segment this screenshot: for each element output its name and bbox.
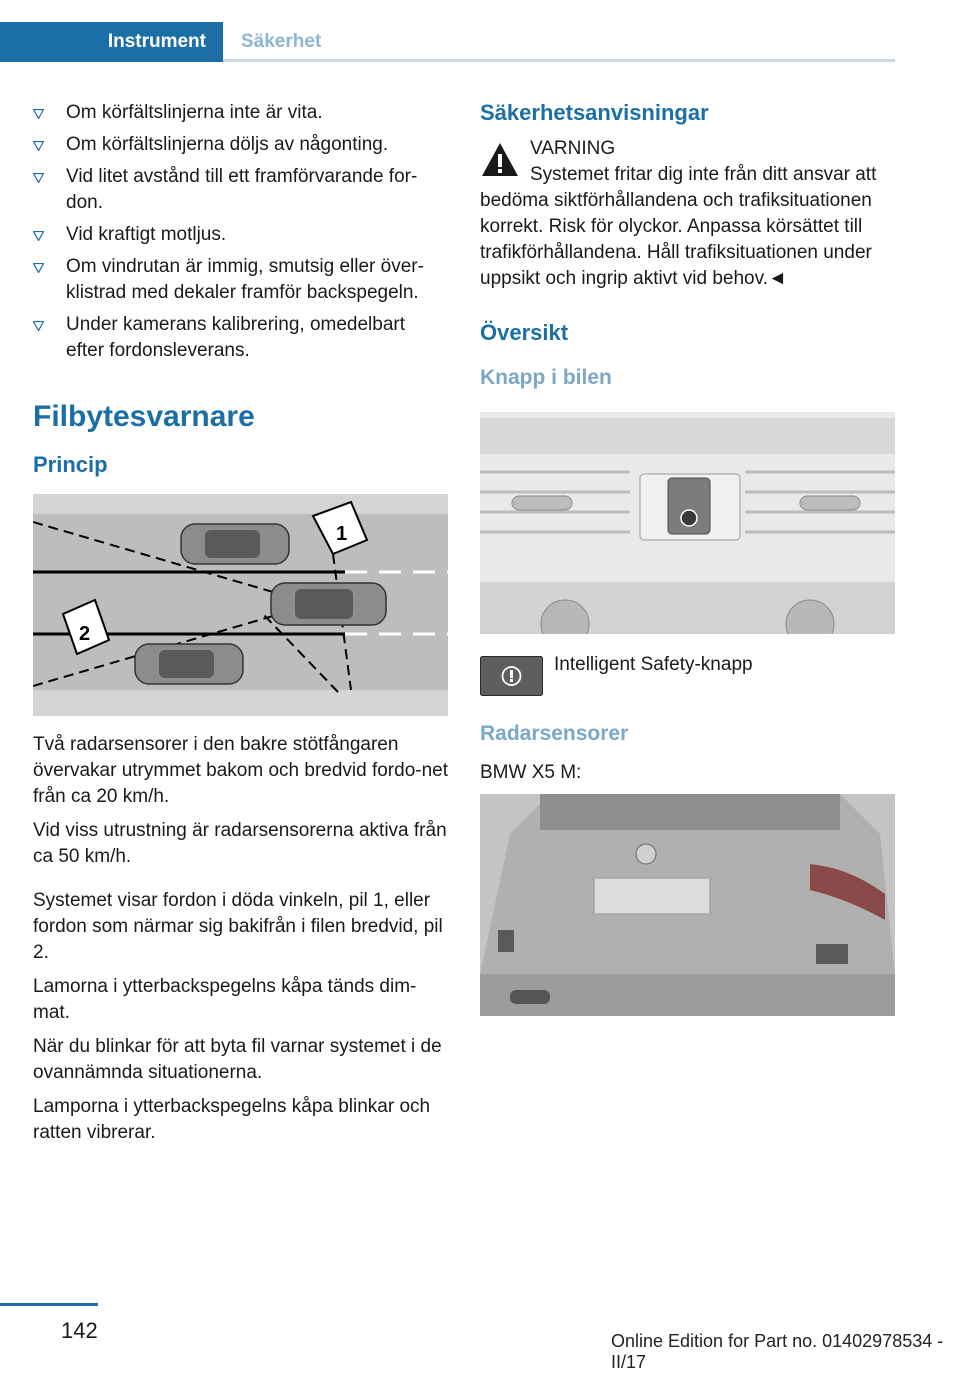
list-item <box>33 312 448 364</box>
car-middle-own <box>271 583 386 625</box>
radar-sensor-marker <box>816 944 848 964</box>
triangle-bullet-icon <box>33 231 44 241</box>
triangle-bullet-icon <box>33 141 44 151</box>
safety-button-icon <box>681 510 697 526</box>
header-divider <box>223 59 895 62</box>
lane-change-diagram <box>33 494 448 716</box>
intelligent-safety-button-icon <box>480 656 543 696</box>
tab-instrument-label: Instrument <box>107 31 206 52</box>
list-item <box>33 222 448 248</box>
paragraph: Lamporna i ytterbackspegelns kåpa blinkar och ratten vibrerar. <box>33 1096 431 1143</box>
list-item <box>33 254 448 306</box>
tab-instrument[interactable] <box>0 22 223 62</box>
edition-text: Online Edition for Part no. 01402978534 - II/17 <box>611 1331 944 1372</box>
subsection-title: Princip <box>33 452 108 477</box>
button-subtitle: Knapp i bilen <box>480 366 612 389</box>
button-caption: Intelligent Safety-knapp <box>554 654 753 675</box>
section-title: Filbytesvarnare <box>33 400 255 433</box>
list-item-text: Om körfältslinjerna inte är vita. <box>66 102 323 123</box>
tab-sakerhet[interactable]: Säkerhet <box>241 31 322 52</box>
list-item <box>33 132 448 158</box>
paragraph: Vid viss utrustning är radarsensorerna aktiva från ca 50 km/h. <box>33 820 447 867</box>
warning-block <box>480 136 896 292</box>
car-rear-photo <box>480 794 895 1016</box>
car-top <box>181 524 289 564</box>
paragraph: När du blinkar för att byta fil varnar systemet i de ovannämnda situationerna. <box>33 1036 442 1083</box>
triangle-bullet-icon <box>33 321 44 331</box>
button-caption-row <box>480 652 896 696</box>
list-item-text: Om vindrutan är immig, smutsig eller över-klistrad med dekaler framför backspegeln. <box>66 256 424 303</box>
footer-rule <box>0 1303 98 1306</box>
list-item-text: Vid kraftigt motljus. <box>66 224 227 245</box>
page-number: 142 <box>61 1318 98 1343</box>
list-item <box>33 164 448 216</box>
arrow-2-label: 2 <box>79 623 91 645</box>
triangle-bullet-icon <box>33 109 44 119</box>
radar-model: BMW X5 M: <box>480 762 582 783</box>
warning-text: Systemet fritar dig inte från ditt ansvar att bedöma siktförhållandena och trafiksituationen korrekt. Risk för olyckor. Anpassa körsättet till trafikförhållandena. Håll trafiksituationen under uppsikt och ingrip aktivt vid behov.◄ <box>480 164 877 289</box>
dashboard-photo <box>480 412 895 634</box>
right-column <box>480 100 896 1016</box>
warning-label: VARNING <box>530 138 616 159</box>
radar-subtitle: Radarsensorer <box>480 722 629 745</box>
safety-heading: Säkerhetsanvisningar <box>480 100 709 125</box>
paragraph: Lamorna i ytterbackspegelns kåpa tänds dim-mat. <box>33 976 417 1023</box>
car-bottom <box>135 644 243 684</box>
arrow-1-label: 1 <box>336 523 348 545</box>
paragraph: Två radarsensorer i den bakre stötfångaren övervakar utrymmet bakom och bredvid fordo-net från ca 20 km/h. <box>33 734 449 807</box>
list-item-text: Vid litet avstånd till ett framförvarande for-don. <box>66 166 418 213</box>
list-item <box>33 100 448 126</box>
warning-triangle-icon <box>480 140 520 180</box>
list-item-text: Om körfältslinjerna döljs av någonting. <box>66 134 389 155</box>
triangle-bullet-icon <box>33 263 44 273</box>
overview-title: Översikt <box>480 320 569 345</box>
list-item-text: Under kamerans kalibrering, omedelbart efter fordonsleverans. <box>66 314 405 361</box>
paragraph: Systemet visar fordon i döda vinkeln, pil 1, eller fordon som närmar sig bakifrån i filen bredvid, pil 2. <box>33 890 443 963</box>
principle-body <box>33 732 448 1146</box>
left-column <box>33 100 448 1154</box>
condition-list <box>33 100 448 364</box>
header-tabbar <box>0 22 895 62</box>
triangle-bullet-icon <box>33 173 44 183</box>
radar-sensor-marker <box>498 930 514 952</box>
lane-diagram-svg <box>33 494 448 716</box>
